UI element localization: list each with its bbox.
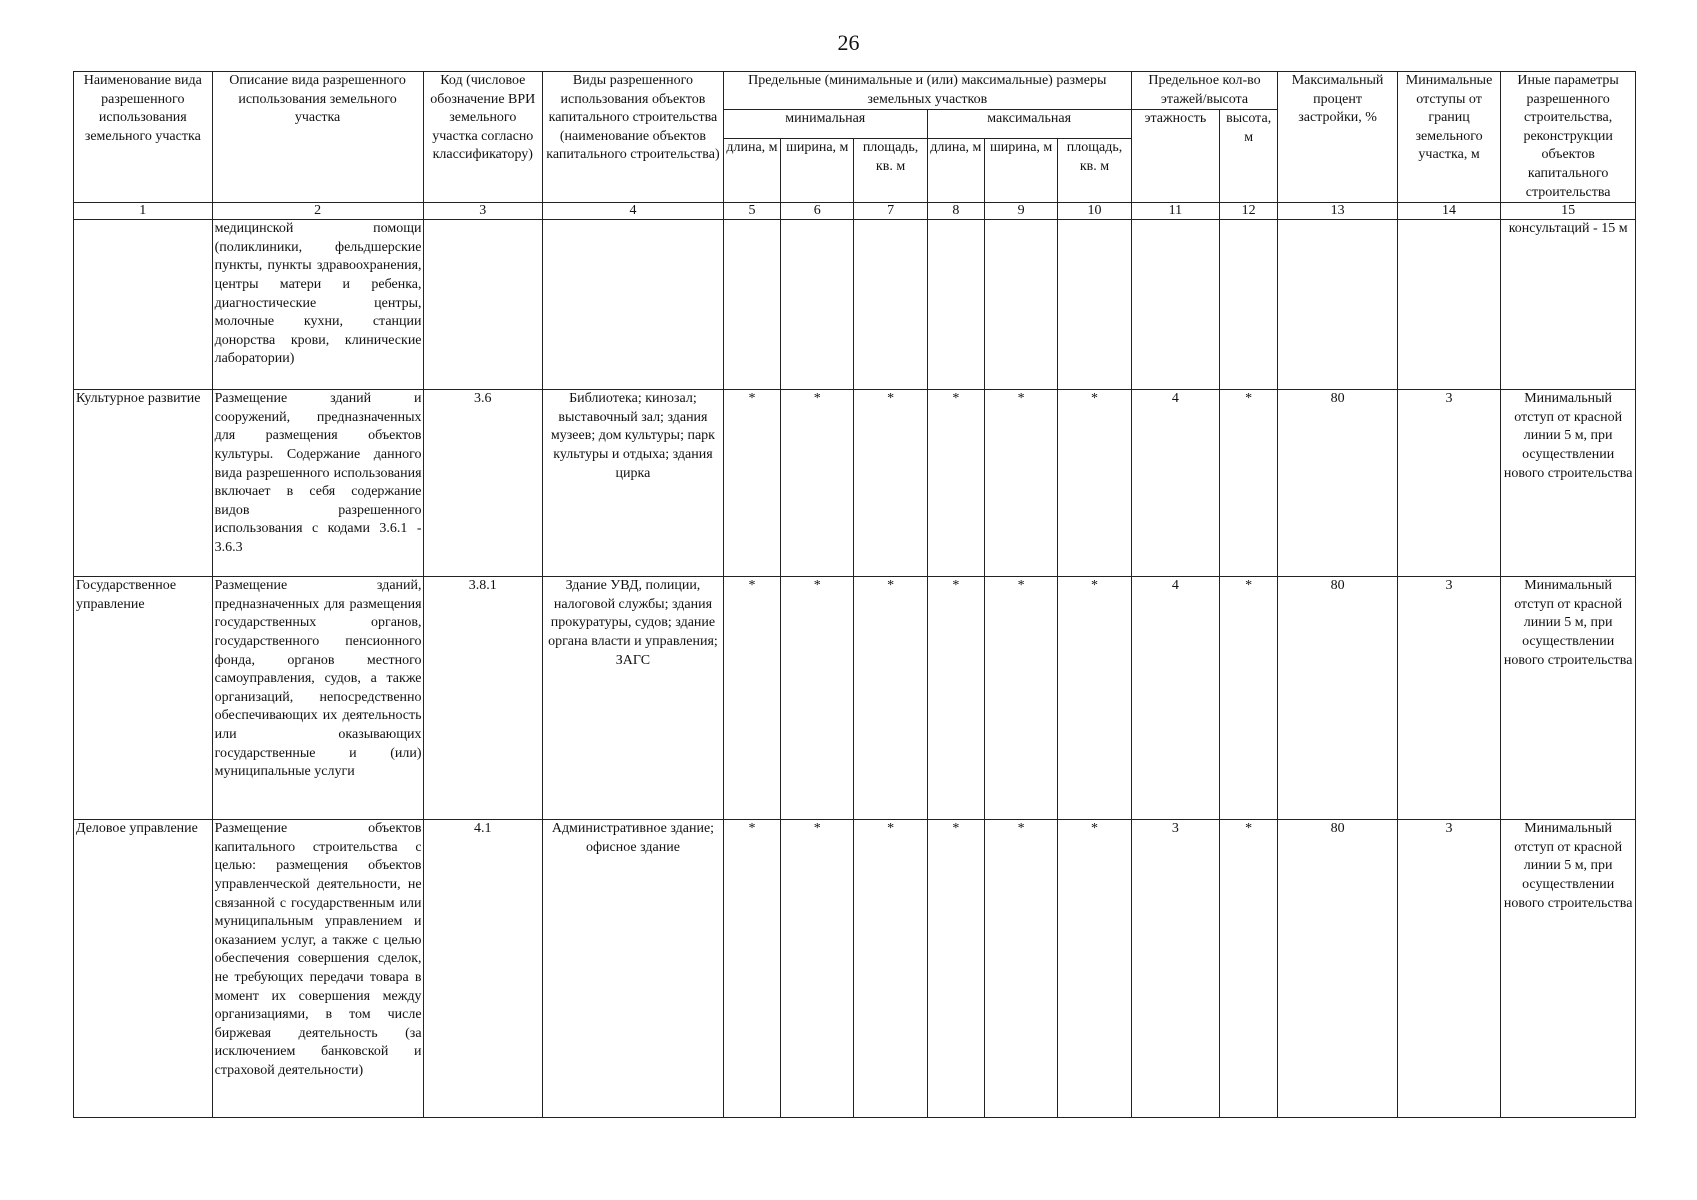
table-row [74,820,1636,1118]
max-area: * [1058,390,1131,577]
land-use-code: 3.8.1 [423,577,543,820]
min-length: * [723,820,780,1118]
min-width: * [781,577,854,820]
header-code: Код (числовое обозначение ВРИ земельного участка согласно классификатору) [423,72,543,203]
max-length [927,220,984,390]
height: * [1220,577,1278,820]
table-header [74,72,1636,220]
floors: 4 [1131,390,1219,577]
header-description: Описание вида разрешенного использования земельного участка [212,72,423,203]
floors: 3 [1131,820,1219,1118]
column-number: 1 [74,203,213,220]
construction-objects: Здание УВД, полиции, налоговой службы; здания прокуратуры, судов; здание органа власти и управления; ЗАГС [543,577,724,820]
header-land-use-name: Наименование вида разрешенного использования земельного участка [74,72,213,203]
column-number: 7 [854,203,927,220]
land-use-code [423,220,543,390]
header-max-percent: Максимальный процент застройки, % [1278,72,1398,203]
max-area: * [1058,577,1131,820]
column-number: 15 [1501,203,1636,220]
height: * [1220,820,1278,1118]
land-use-description: Размещение зданий, предназначенных для размещения государственных органов, государственного пенсионного фонда, органов местного самоуправления, судов, а также организаций, непосредственно обеспечивающих их деятельность или оказывающих государственные и (или) муниципальные услуги [212,577,423,820]
table-row [74,577,1636,820]
height: * [1220,390,1278,577]
column-number: 14 [1397,203,1500,220]
max-percent: 80 [1278,820,1398,1118]
header-min-area: площадь, кв. м [854,139,927,203]
land-use-name: Государственное управление [74,577,213,820]
max-area [1058,220,1131,390]
min-area: * [854,820,927,1118]
max-area: * [1058,820,1131,1118]
min-width [781,220,854,390]
header-height: высота, м [1220,110,1278,203]
header-minimal: минимальная [723,110,927,139]
header-floors: этажность [1131,110,1219,203]
page-number: 26 [837,30,860,55]
other-params: Минимальный отступ от красной линии 5 м, при осуществлении нового строительства [1501,820,1636,1118]
column-number: 2 [212,203,423,220]
header-construction-objects: Виды разрешенного использования объектов капитального строительства (наименование объектов капитального строительства) [543,72,724,203]
other-params: консультаций - 15 м [1501,220,1636,390]
max-length: * [927,577,984,820]
min-length: * [723,390,780,577]
land-use-code: 3.6 [423,390,543,577]
column-number: 10 [1058,203,1131,220]
min-area: * [854,390,927,577]
min-area: * [854,577,927,820]
header-max-area: площадь, кв. м [1058,139,1131,203]
other-params: Минимальный отступ от красной линии 5 м, при осуществлении нового строительства [1501,390,1636,577]
max-percent: 80 [1278,390,1398,577]
column-number: 9 [984,203,1057,220]
max-length: * [927,390,984,577]
column-number: 4 [543,203,724,220]
column-number: 12 [1220,203,1278,220]
min-area [854,220,927,390]
header-floors-height: Предельное кол-во этажей/высота [1131,72,1278,110]
table-row [74,220,1636,390]
construction-objects: Библиотека; кинозал; выставочный зал; здания музеев; дом культуры; парк культуры и отдыха; здания цирка [543,390,724,577]
column-number: 11 [1131,203,1219,220]
max-width: * [984,390,1057,577]
column-number: 8 [927,203,984,220]
min-length: * [723,577,780,820]
column-number-row [74,203,1636,220]
floors: 4 [1131,577,1219,820]
header-plot-size-limits: Предельные (минимальные и (или) максимальные) размеры земельных участков [723,72,1131,110]
header-min-setback: Минимальные отступы от границ земельного участка, м [1397,72,1500,203]
min-width: * [781,390,854,577]
max-width [984,220,1057,390]
column-number: 13 [1278,203,1398,220]
min-setback: 3 [1397,820,1500,1118]
header-max-width: ширина, м [984,139,1057,203]
header-maximal: максимальная [927,110,1131,139]
min-length [723,220,780,390]
table-row [74,390,1636,577]
min-setback: 3 [1397,390,1500,577]
min-setback [1397,220,1500,390]
construction-objects [543,220,724,390]
land-use-table [73,71,1636,1118]
land-use-description: медицинской помощи (поликлиники, фельдшерские пункты, пункты здравоохранения, центры матери и ребенка, диагностические центры, молочные кухни, станции донорства крови, клинические лаборатории) [212,220,423,390]
land-use-code: 4.1 [423,820,543,1118]
construction-objects: Административное здание; офисное здание [543,820,724,1118]
max-length: * [927,820,984,1118]
land-use-name: Культурное развитие [74,390,213,577]
land-use-name: Деловое управление [74,820,213,1118]
min-setback: 3 [1397,577,1500,820]
header-min-width: ширина, м [781,139,854,203]
max-width: * [984,820,1057,1118]
max-percent: 80 [1278,577,1398,820]
max-width: * [984,577,1057,820]
header-max-length: длина, м [927,139,984,203]
header-min-length: длина, м [723,139,780,203]
land-use-description: Размещение зданий и сооружений, предназначенных для размещения объектов культуры. Содержание данного вида разрешенного использования включает в себя содержание видов разрешенного использования с кодами 3.6.1 - 3.6.3 [212,390,423,577]
height [1220,220,1278,390]
other-params: Минимальный отступ от красной линии 5 м, при осуществлении нового строительства [1501,577,1636,820]
column-number: 5 [723,203,780,220]
column-number: 6 [781,203,854,220]
min-width: * [781,820,854,1118]
land-use-description: Размещение объектов капитального строительства с целью: размещения объектов управленческой деятельности, не связанной с государственным или муниципальным управлением и оказанием услуг, а также с целью обеспечения совершения сделок, не требующих передачи товара в момент их совершения между организациями, в том числе биржевая деятельность (за исключением банковской и страховой деятельности) [212,820,423,1118]
floors [1131,220,1219,390]
header-other-params: Иные параметры разрешенного строительства, реконструкции объектов капитального строительства [1501,72,1636,203]
max-percent [1278,220,1398,390]
land-use-name [74,220,213,390]
column-number: 3 [423,203,543,220]
